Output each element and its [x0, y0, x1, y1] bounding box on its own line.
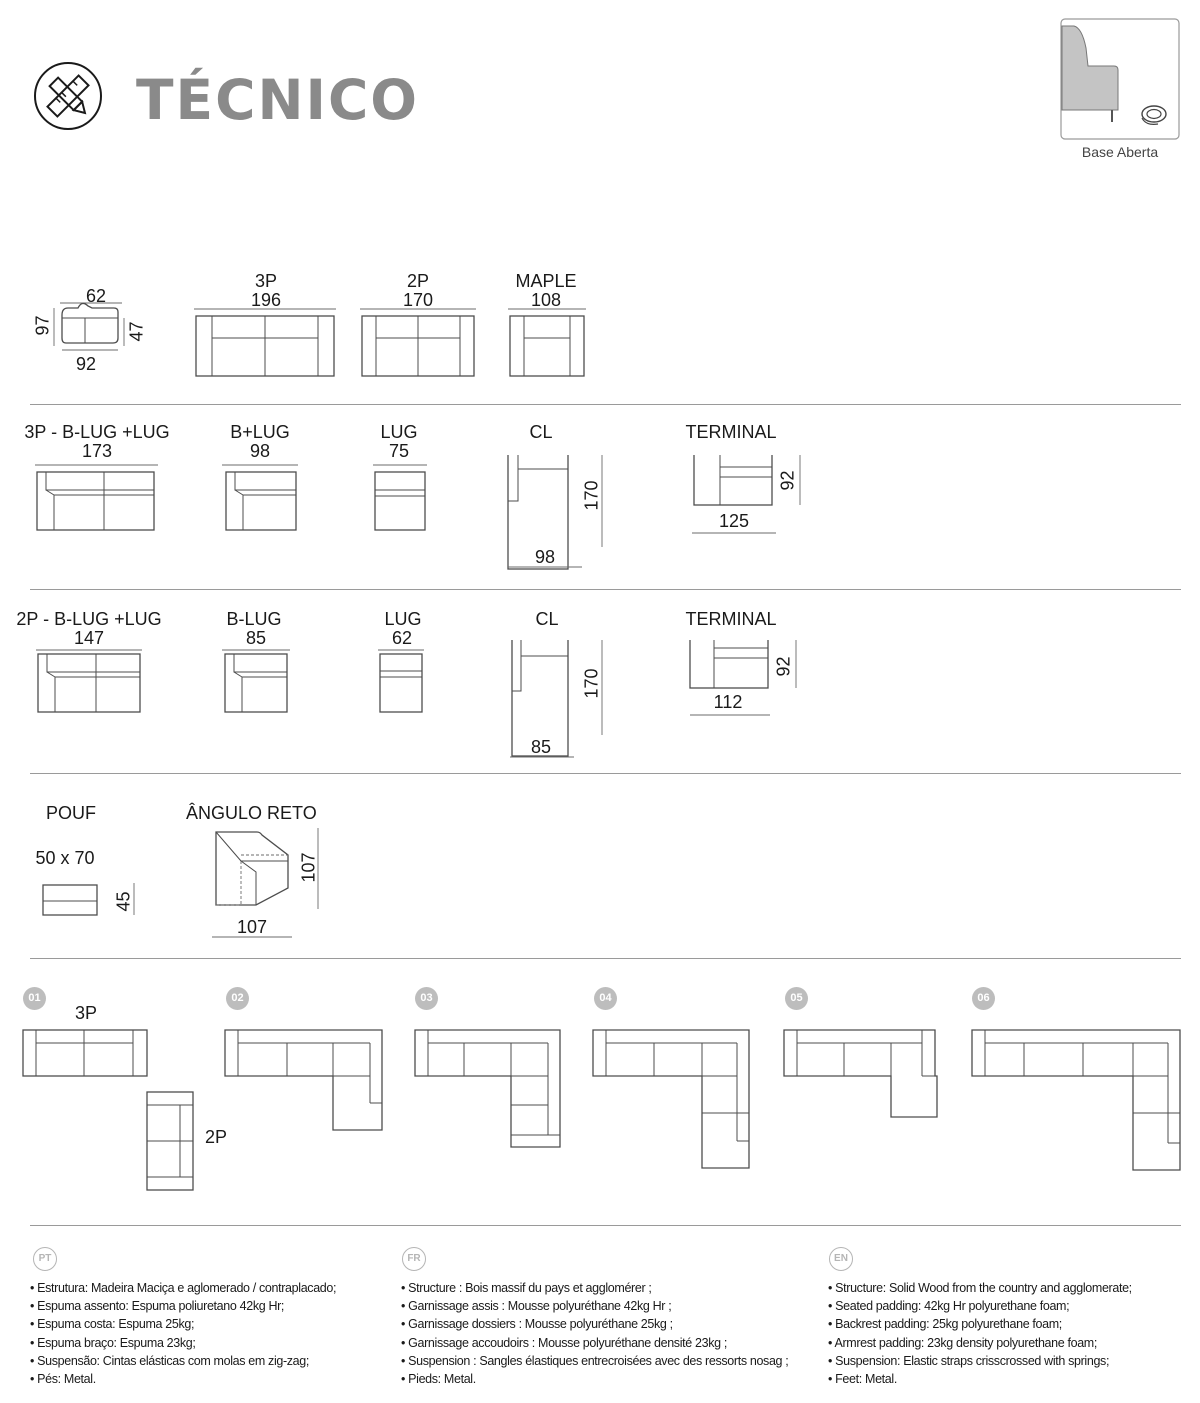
profile-width-label: 92 — [76, 354, 97, 374]
spec-line: • Structure : Bois massif du pays et agglomérer ; — [401, 1281, 652, 1295]
dim-3p: 196 — [250, 290, 282, 310]
dim-b-plus-lug: 98 — [249, 441, 271, 461]
cl-small-length-label: 170 — [581, 668, 602, 699]
section-divider — [30, 404, 1181, 405]
label-maple: MAPLE — [515, 271, 577, 291]
spec-line: • Suspension : Sangles élastiques entrecroisées avec des ressorts nosag ; — [401, 1353, 789, 1368]
spec-line: • Suspension: Elastic straps crisscrossed with springs; — [828, 1353, 1110, 1368]
composition-number: 01 — [23, 987, 46, 1010]
spec-list-en — [828, 1279, 1132, 1388]
spec-line: • Espuma braço: Espuma 23kg; — [30, 1335, 196, 1350]
label-2p: 2P — [406, 271, 430, 291]
lang-badge-pt: PT — [33, 1247, 57, 1271]
composition-number: 02 — [226, 987, 249, 1010]
composition-label-3p: 3P — [74, 1003, 98, 1023]
open-base-icon — [1060, 18, 1180, 140]
spec-line: • Espuma costa: Espuma 25kg; — [30, 1317, 195, 1332]
spec-line: • Estrutura: Madeira Maciça e aglomerado / contraplacado; — [30, 1281, 337, 1295]
angle-depth-label: 107 — [298, 852, 319, 883]
lang-badge-en: EN — [829, 1247, 853, 1271]
profile-depth-label: 62 — [86, 286, 107, 306]
dim-lug: 75 — [388, 441, 410, 461]
profile-height-label: 97 — [32, 315, 53, 336]
profile-seat-height-label: 47 — [126, 321, 147, 342]
label-cl: CL — [529, 422, 553, 442]
dim-2p-b-lug-lug: 147 — [73, 628, 105, 648]
label-3p: 3P — [254, 271, 278, 291]
label-terminal-small: TERMINAL — [685, 609, 777, 629]
lang-badge-fr: FR — [402, 1247, 426, 1271]
spec-line: • Garnissage assis : Mousse polyuréthane 42kg Hr ; — [401, 1299, 672, 1314]
label-2p-b-lug-lug: 2P - B-LUG +LUG — [16, 609, 162, 629]
terminal-small-depth-label: 92 — [773, 656, 794, 677]
base-caption: Base Aberta — [1081, 144, 1159, 160]
composition-number: 06 — [972, 987, 995, 1010]
pouf-size-label: 50 x 70 — [35, 848, 95, 868]
composition-number: 05 — [785, 987, 808, 1010]
spec-line: • Suspensão: Cintas elásticas com molas em zig-zag; — [30, 1353, 310, 1368]
cl-length-label: 170 — [581, 480, 602, 511]
dim-b-lug: 85 — [245, 628, 267, 648]
terminal-depth-label: 92 — [777, 470, 798, 491]
pencil-ruler-icon — [32, 60, 104, 132]
terminal-width-label: 125 — [718, 511, 750, 531]
section-divider — [30, 958, 1181, 959]
label-angulo-reto: ÂNGULO RETO — [186, 803, 317, 823]
spec-line: • Pés: Metal. — [30, 1372, 96, 1387]
spec-line: • Pieds: Metal. — [401, 1372, 476, 1387]
section-divider — [30, 1225, 1181, 1226]
row2-modules-drawing — [30, 455, 810, 575]
compositions-drawing — [20, 1025, 1190, 1195]
dim-lug-small: 62 — [391, 628, 413, 648]
spec-line: • Espuma assento: Espuma poliuretano 42kg Hr; — [30, 1299, 285, 1314]
row3-modules-drawing — [30, 640, 810, 770]
label-pouf: POUF — [45, 803, 96, 823]
composition-number: 03 — [415, 987, 438, 1010]
page-title: TÉCNICO — [136, 68, 420, 132]
dim-2p: 170 — [402, 290, 434, 310]
angle-width-label: 107 — [236, 917, 268, 937]
label-b-lug: B-LUG — [226, 609, 282, 629]
row4-modules-drawing — [30, 825, 330, 945]
label-cl-small: CL — [535, 609, 559, 629]
composition-number: 04 — [594, 987, 617, 1010]
spec-line: • Garnissage dossiers : Mousse polyuréthane 25kg ; — [401, 1317, 673, 1332]
label-terminal: TERMINAL — [685, 422, 777, 442]
section-divider — [30, 773, 1181, 774]
cl-width-label: 98 — [534, 547, 556, 567]
label-lug: LUG — [380, 422, 418, 442]
spec-line: • Feet: Metal. — [828, 1372, 897, 1387]
spec-line: • Seated padding: 42kg Hr polyurethane foam; — [828, 1299, 1070, 1314]
pouf-height-label: 45 — [113, 891, 134, 912]
spec-list-fr — [401, 1279, 788, 1388]
cl-small-width-label: 85 — [530, 737, 552, 757]
dim-3p-b-lug-lug: 173 — [81, 441, 113, 461]
row1-modules-drawing — [190, 300, 600, 380]
spec-line: • Armrest padding: 23kg density polyurethane foam; — [828, 1335, 1097, 1350]
composition-label-2p: 2P — [204, 1127, 228, 1147]
spec-list-pt — [30, 1279, 336, 1388]
label-b-plus-lug: B+LUG — [230, 422, 290, 442]
section-divider — [30, 589, 1181, 590]
spec-line: • Garnissage accoudoirs : Mousse polyuréthane densité 23kg ; — [401, 1335, 727, 1350]
spec-line: • Structure: Solid Wood from the country and agglomerate; — [828, 1281, 1132, 1295]
spec-line: • Backrest padding: 25kg polyurethane foam; — [828, 1317, 1062, 1332]
label-3p-b-lug-lug: 3P - B-LUG +LUG — [24, 422, 170, 442]
dim-maple: 108 — [530, 290, 562, 310]
terminal-small-width-label: 112 — [713, 692, 743, 712]
label-lug-small: LUG — [384, 609, 422, 629]
